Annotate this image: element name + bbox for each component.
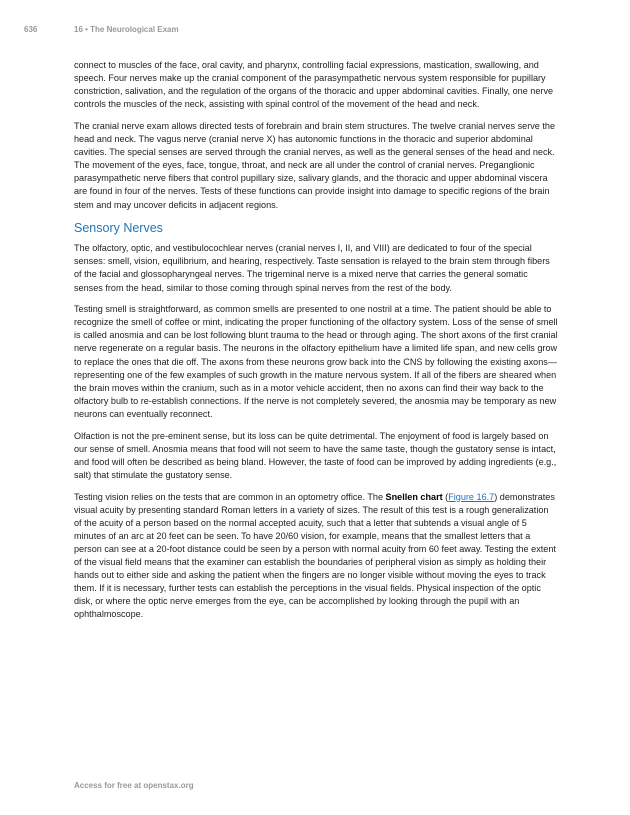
footer-text[interactable]: Access for free at openstax.org bbox=[74, 781, 194, 790]
running-header bbox=[24, 25, 179, 34]
chapter-title: 16 • The Neurological Exam bbox=[74, 25, 179, 34]
key-term-snellen-chart: Snellen chart bbox=[385, 491, 443, 502]
section-heading: Sensory Nerves bbox=[74, 221, 163, 236]
paragraph-3: The olfactory, optic, and vestibulocochlear nerves (cranial nerves I, II, and VIII) are dedicated to four of the special senses: smell, vision, equilibrium, and hearing, respectively. Taste sensation is relayed to the brain stem through fibers of the facial and glossopharyngeal nerves. The trigeminal nerve is a mixed nerve that carries the general somatic senses from the head, similar to those coming through spinal nerves from the rest of the body. bbox=[74, 243, 550, 293]
paragraph-2: The cranial nerve exam allows directed tests of forebrain and brain stem structures. The twelve cranial nerves serve the head and neck. The vagus nerve (cranial nerve X) has autonomic functions in the thoracic and superior abdominal cavities. The special senses are served through the cranial nerves, as well as the general senses of the head and neck. The movement of the eyes, face, tongue, throat, and neck are all under the control of cranial nerves. Preganglionic parasympathetic nerve fibers that control pupillary size, salivary glands, and the thoracic and upper abdominal viscera are found in four of the nerves. Tests of these functions can provide insight into damage to specific regions of the brain stem and may uncover deficits in adjacent regions. bbox=[74, 120, 556, 210]
paragraph-6 bbox=[74, 491, 558, 622]
paragraph-6-rest: demonstrates visual acuity by presenting standard Roman letters in a variety of sizes. The result of this test is a rough generalization of the acuity of a person based on the normal accepted acuity, such that a letter that subtends a visual angle of 5 minutes of an arc at 20 feet can be seen. To have 20/60 vision, for example, means that the smallest letters that a person can see at a 20-foot distance could be seen by a person with normal acuity from 60 feet away. Testing the extent of the visual field means that the examiner can establish the boundaries of peripheral vision as simply as holding their hands out to either side and asking the patient when the fingers are no longer visible without moving the eyes to track them. If it is necessary, further tests can establish the perceptions in the visual fields. Physical inspection of the optic disk, or where the optic nerve emerges from the eye, can be accomplished by looking through the pupil with an ophthalmoscope. bbox=[74, 491, 556, 620]
paragraph-5: Olfaction is not the pre-eminent sense, but its loss can be quite detrimental. The enjoyment of food is largely based on our sense of smell. Anosmia means that food will not seem to have the same taste, though the gustatory sense is intact, and food will often be described as being bland. However, the taste of food can be improved by adding ingredients (e.g., salt) that stimulate the gustatory sense. bbox=[74, 430, 557, 480]
paragraph-4: Testing smell is straightforward, as common smells are presented to one nostril at a time. The patient should be able to recognize the smell of coffee or mint, indicating the proper functioning of the olfactory system. Loss of the sense of smell is called anosmia and can be lost following blunt trauma to the head or through aging. The short axons of the first cranial nerve regenerate on a regular basis. The neurons in the olfactory epithelium have a limited life span, and new cells grow to replace the ones that die off. The axons from these neurons grow back into the CNS by following the existing axons—representing one of the few examples of such growth in the mature nervous system. If all of the fibers are sheared when the brain moves within the cranium, such as in a motor vehicle accident, then no axons can find their way back to the olfactory bulb to re-establish connections. If the nerve is not completely severed, the anosmia may be temporary as new neurons can eventually reconnect. bbox=[74, 304, 558, 419]
page-number: 636 bbox=[24, 25, 38, 34]
main-content bbox=[74, 59, 558, 630]
figure-link[interactable]: Figure 16.7 bbox=[448, 491, 495, 502]
paragraph-1: connect to muscles of the face, oral cavity, and pharynx, controlling facial expressions, mastication, swallowing, and speech. Four nerves make up the cranial component of the parasympathetic nervous system responsible for pupillary constriction, salivation, and the regulation of the organs of the thoracic and upper abdominal cavities. Finally, one nerve controls the muscles of the neck, assisting with spinal control of the movement of the head and neck. bbox=[74, 60, 554, 110]
paren-open: ( bbox=[442, 491, 449, 502]
paragraph-6-intro: Testing vision relies on the tests that are common in an optometry office. The bbox=[74, 491, 386, 502]
paren-close: ) bbox=[494, 491, 498, 502]
